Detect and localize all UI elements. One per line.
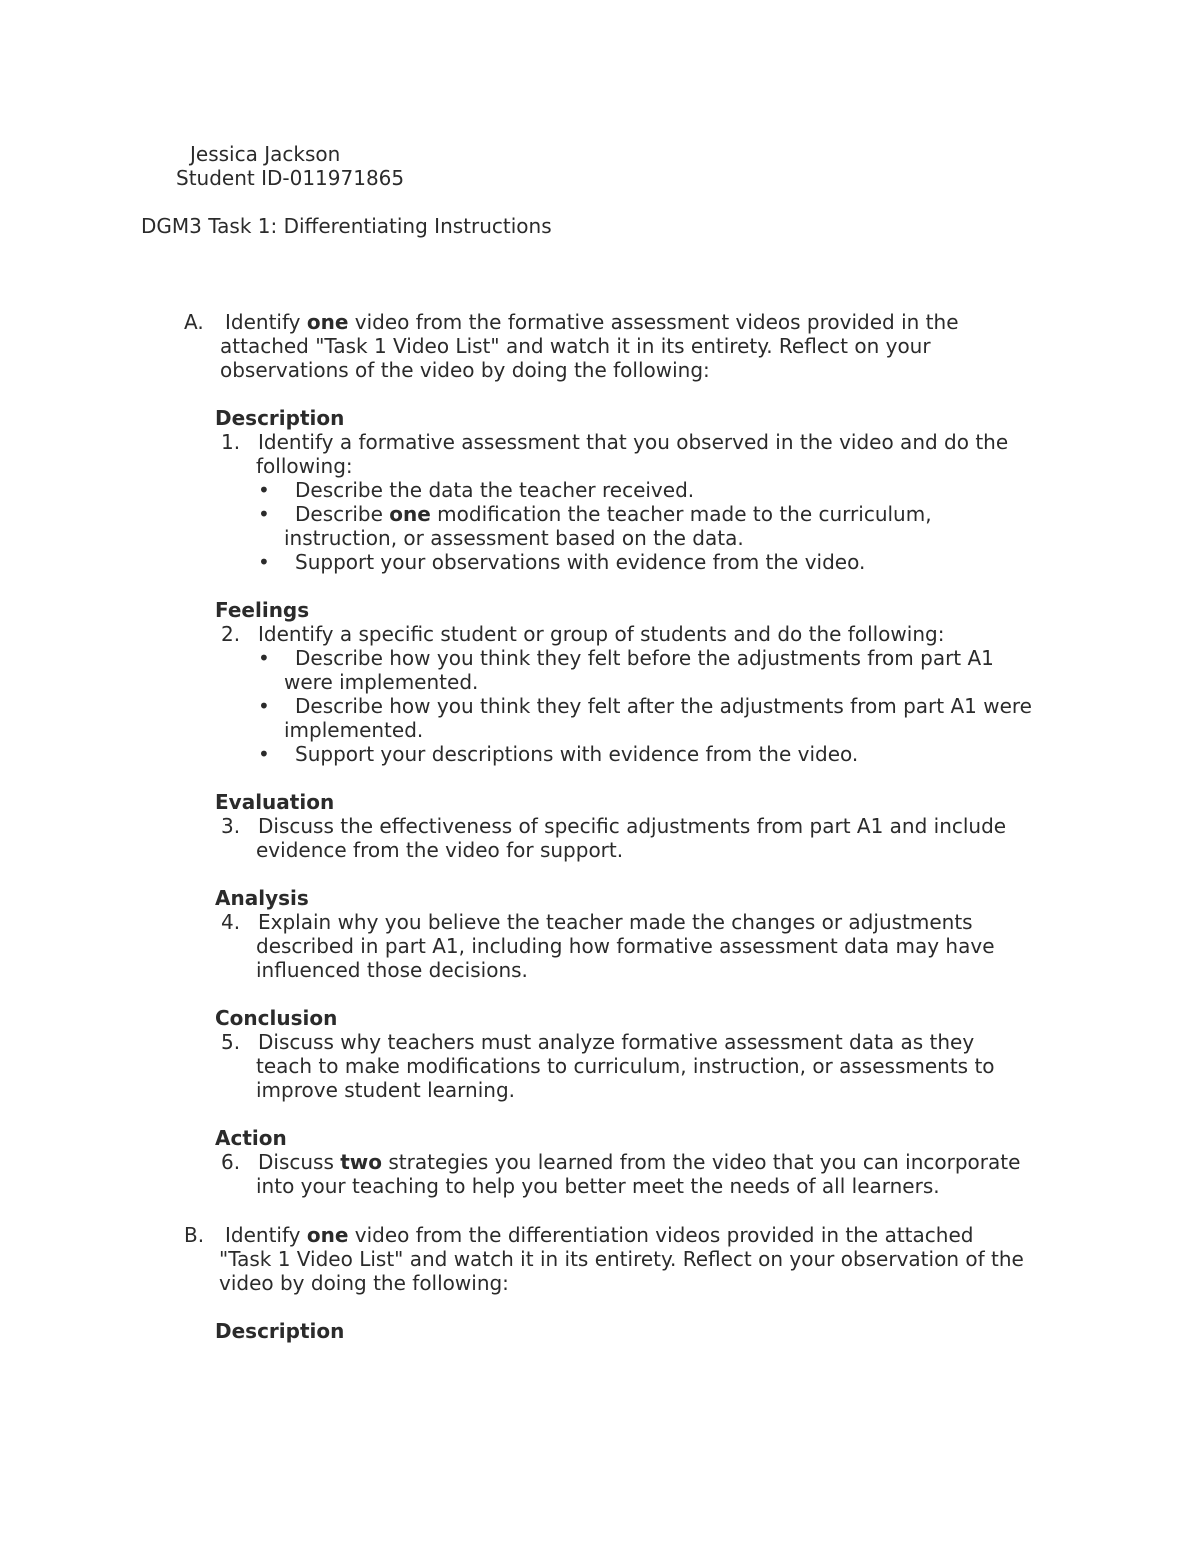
section-heading-description: Description	[215, 406, 345, 430]
item-number: 1.	[221, 430, 241, 454]
part-b-line-1	[225, 1223, 973, 1247]
text-segment: Discuss	[258, 1150, 341, 1174]
bold-text: two	[340, 1150, 383, 1174]
bullet: •	[258, 502, 270, 526]
item-3-line-2: evidence from the video for support.	[256, 838, 624, 862]
item-4-line-1: Explain why you believe the teacher made the changes or adjustments	[258, 910, 973, 934]
bullet-text: Describe how you think they felt before the adjustments from part A1	[295, 646, 994, 670]
part-b-line-2: "Task 1 Video List" and watch it in its entirety. Reflect on your observation of the	[219, 1247, 1024, 1271]
bullet-text: Support your observations with evidence from the video.	[295, 550, 866, 574]
bullet-text-continued: were implemented.	[284, 670, 479, 694]
item-1-line-1: Identify a formative assessment that you observed in the video and do the	[258, 430, 1009, 454]
student-id: Student ID-011971865	[176, 166, 405, 190]
section-heading-analysis: Analysis	[215, 886, 309, 910]
item-number: 2.	[221, 622, 241, 646]
text-segment: Describe	[295, 502, 390, 526]
item-4-line-3: influenced those decisions.	[256, 958, 528, 982]
item-number: 3.	[221, 814, 241, 838]
author-name: Jessica Jackson	[190, 142, 341, 166]
part-a-line-1	[225, 310, 959, 334]
item-number: 5.	[221, 1030, 241, 1054]
item-1-line-2: following:	[256, 454, 353, 478]
section-heading-description-b: Description	[215, 1319, 345, 1343]
bullet: •	[258, 550, 270, 574]
bullet-text	[295, 502, 932, 526]
bold-text: one	[306, 310, 349, 334]
bold-text: one	[306, 1223, 349, 1247]
section-heading-feelings: Feelings	[215, 598, 310, 622]
bullet: •	[258, 694, 270, 718]
bullet: •	[258, 742, 270, 766]
item-6-line-1	[258, 1150, 1020, 1174]
item-2-line-1: Identify a specific student or group of students and do the following:	[258, 622, 945, 646]
text-segment: video from the differentiation videos provided in the attached	[348, 1223, 974, 1247]
text-segment: Identify	[225, 310, 307, 334]
bullet-text: Support your descriptions with evidence from the video.	[295, 742, 859, 766]
text-segment: modification the teacher made to the curriculum,	[430, 502, 932, 526]
item-5-line-2: teach to make modifications to curriculum, instruction, or assessments to	[256, 1054, 995, 1078]
document-title: DGM3 Task 1: Differentiating Instructions	[141, 214, 552, 238]
bullet-text-continued: implemented.	[284, 718, 424, 742]
part-a-line-2: attached "Task 1 Video List" and watch it in its entirety. Reflect on your	[220, 334, 931, 358]
section-heading-conclusion: Conclusion	[215, 1006, 338, 1030]
bullet: •	[258, 646, 270, 670]
section-heading-evaluation: Evaluation	[215, 790, 335, 814]
part-a-line-3: observations of the video by doing the following:	[220, 358, 710, 382]
bold-text: one	[389, 502, 431, 526]
item-6-line-2: into your teaching to help you better meet the needs of all learners.	[256, 1174, 940, 1198]
text-segment: strategies you learned from the video that you can incorporate	[382, 1150, 1021, 1174]
section-heading-action: Action	[215, 1126, 287, 1150]
bullet-text-continued: instruction, or assessment based on the data.	[284, 526, 744, 550]
part-b-marker: B.	[184, 1223, 205, 1247]
part-a-marker: A.	[184, 310, 204, 334]
item-5-line-3: improve student learning.	[256, 1078, 516, 1102]
bullet-text: Describe how you think they felt after the adjustments from part A1 were	[295, 694, 1032, 718]
item-5-line-1: Discuss why teachers must analyze formative assessment data as they	[258, 1030, 975, 1054]
bullet-text: Describe the data the teacher received.	[295, 478, 695, 502]
item-number: 6.	[221, 1150, 241, 1174]
text-segment: Identify	[225, 1223, 307, 1247]
part-b-line-3: video by doing the following:	[219, 1271, 509, 1295]
item-3-line-1: Discuss the effectiveness of specific adjustments from part A1 and include	[258, 814, 1007, 838]
bullet: •	[258, 478, 270, 502]
item-number: 4.	[221, 910, 241, 934]
item-4-line-2: described in part A1, including how formative assessment data may have	[256, 934, 995, 958]
text-segment: video from the formative assessment videos provided in the	[348, 310, 959, 334]
